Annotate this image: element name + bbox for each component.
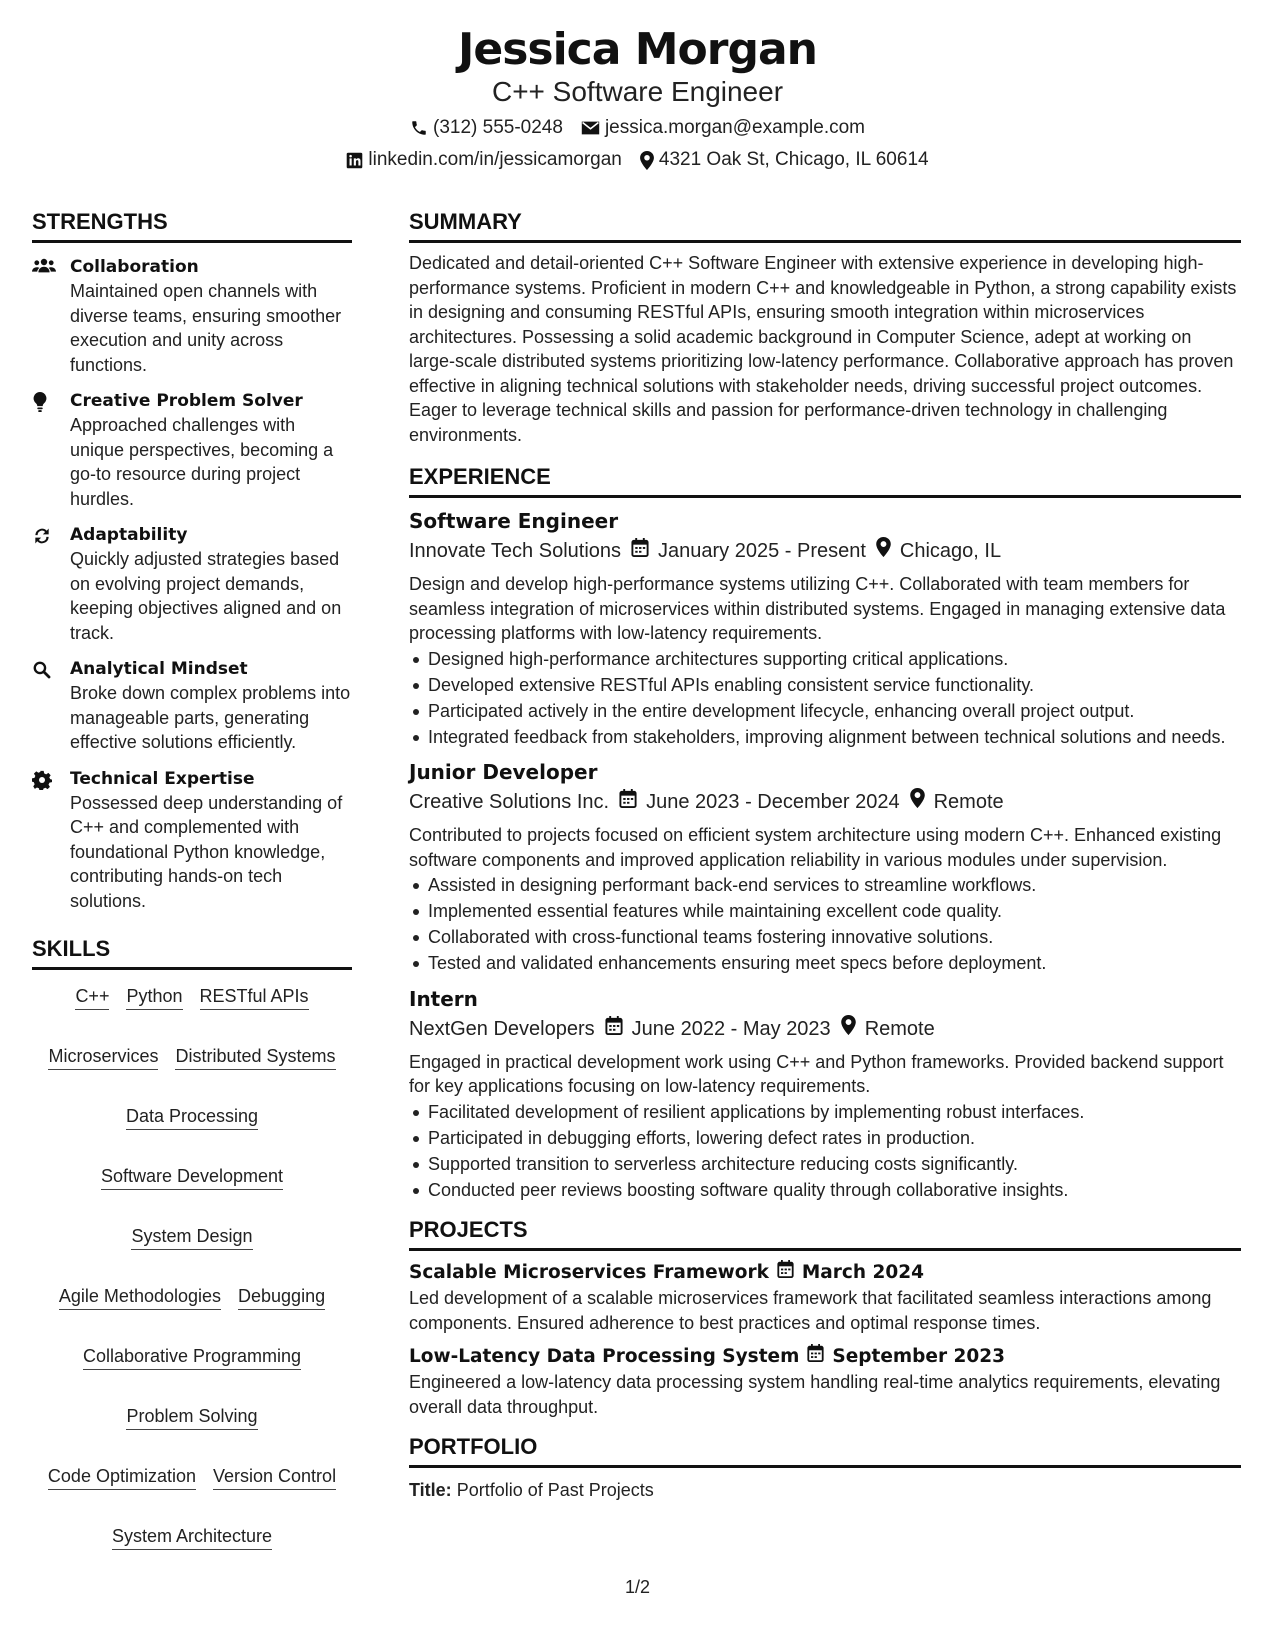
job-dates: June 2023 - December 2024	[646, 791, 900, 813]
job-entry	[409, 986, 1241, 1203]
skills-heading: SKILLS	[32, 935, 352, 970]
job-entry	[409, 508, 1241, 749]
job-title: Software Engineer	[409, 509, 619, 533]
linkedin-text: linkedin.com/in/jessicamorgan	[368, 149, 622, 170]
contact-row-1	[0, 116, 1275, 140]
skill-tag: Debugging	[238, 1284, 325, 1310]
project-description: Led development of a scalable microservices framework that facilitated seamless interactions among components. Ensured adherence to best practices and optimal response times.	[409, 1288, 1212, 1333]
job-description: Contributed to projects focused on efficient system architecture using modern C++. Enhanced existing software components and improved application reliability in various modules under supervision.	[409, 825, 1222, 870]
envelope-icon	[581, 120, 600, 136]
contact-row-2	[0, 148, 1275, 172]
job-title: Intern	[409, 986, 478, 1011]
skill-tag: Software Development	[101, 1164, 283, 1190]
skills-list	[32, 984, 352, 1550]
calendar-icon	[777, 1260, 794, 1286]
right-column	[409, 208, 1241, 1502]
bullet-item: Developed extensive RESTful APIs enabling consistent service functionality.	[409, 673, 1241, 698]
bullet-item: Integrated feedback from stakeholders, improving alignment between technical solutions and needs.	[409, 725, 1241, 750]
strength-item	[32, 389, 352, 511]
portfolio-value: Portfolio of Past Projects	[456, 1480, 654, 1500]
job-bullets	[409, 1100, 1241, 1203]
project-name: Scalable Microservices Framework	[409, 1262, 769, 1283]
strength-item	[32, 657, 352, 755]
resume-header	[0, 22, 1275, 172]
strengths-heading: STRENGTHS	[32, 208, 352, 243]
strength-desc: Maintained open channels with diverse teams, ensuring smoother execution and unity across functions.	[70, 281, 342, 375]
lightbulb-icon	[32, 389, 70, 511]
strength-desc: Quickly adjusted strategies based on evolving project demands, keeping objectives aligned and on track.	[70, 549, 342, 643]
candidate-role: C++ Software Engineer	[491, 76, 784, 107]
company-name: Innovate Tech Solutions	[409, 540, 622, 562]
job-description: Engaged in practical development work using C++ and Python frameworks. Provided backend support for key applications focusing on low-latency requirements.	[409, 1051, 1224, 1096]
linkedin-icon	[346, 152, 363, 169]
company-name: Creative Solutions Inc.	[409, 791, 610, 813]
job-location: Chicago, IL	[899, 540, 1002, 562]
linkedin-contact	[346, 148, 621, 172]
strength-desc: Possessed deep understanding of C++ and complemented with foundational Python knowledge, contributing hands-on tech solutions.	[70, 792, 343, 911]
project-head	[409, 1260, 1241, 1286]
portfolio-line	[409, 1478, 1241, 1502]
phone-contact	[410, 116, 563, 140]
skill-tag: RESTful APIs	[200, 984, 309, 1010]
project-entry	[409, 1260, 1241, 1335]
job-bullets	[409, 873, 1241, 976]
sync-icon	[32, 523, 70, 645]
skill-tag: Python	[126, 984, 182, 1010]
job-location: Remote	[933, 791, 1004, 813]
portfolio-heading: PORTFOLIO	[409, 1433, 1241, 1468]
bullet-item: Participated actively in the entire development lifecycle, enhancing overall project output.	[409, 699, 1241, 724]
strength-item	[32, 523, 352, 645]
project-description: Engineered a low-latency data processing system handling real-time analytics requirements, elevating overall data throughput.	[409, 1372, 1221, 1417]
skill-tag: Data Processing	[126, 1104, 258, 1130]
map-pin-icon	[876, 536, 891, 566]
project-date: March 2024	[801, 1262, 924, 1283]
job-dates: January 2025 - Present	[658, 540, 866, 562]
company-name: NextGen Developers	[409, 1017, 595, 1040]
candidate-name: Jessica Morgan	[458, 24, 817, 75]
calendar-icon	[631, 536, 649, 566]
gear-icon	[32, 767, 70, 914]
job-dates: June 2022 - May 2023	[631, 1017, 831, 1040]
skill-tag: System Design	[131, 1224, 252, 1250]
project-head	[409, 1344, 1241, 1370]
strength-item	[32, 255, 352, 377]
project-date: September 2023	[832, 1346, 1005, 1367]
calendar-icon	[619, 787, 637, 817]
summary-text: Dedicated and detail-oriented C++ Software Engineer with extensive experience in developing high-performance systems. Proficient in modern C++ and knowledgeable in Python, a strong capability exists in designing and consuming RESTful APIs, ensuring smooth integration within microservices architectures. Possessing a solid academic background in Computer Science, adept at working on large-scale distributed systems prioritizing low-latency performance. Collaborative approach has proven effective in aligning technical solutions with stakeholder needs, driving successful project outcomes. Eager to leverage technical skills and passion for performance-driven technology in challenging environments.	[409, 253, 1237, 445]
bullet-item: Participated in debugging efforts, lowering defect rates in production.	[409, 1126, 1241, 1151]
page-number: 1/2	[624, 1577, 651, 1597]
bullet-item: Supported transition to serverless architecture reducing costs significantly.	[409, 1152, 1241, 1177]
search-icon	[32, 657, 70, 755]
strength-title: Creative Problem Solver	[70, 391, 303, 411]
projects-heading: PROJECTS	[409, 1216, 1241, 1251]
calendar-icon	[605, 1014, 623, 1044]
address-text: 4321 Oak St, Chicago, IL 60614	[658, 149, 929, 170]
strength-title: Adaptability	[70, 525, 188, 545]
phone-icon	[410, 119, 428, 137]
job-location: Remote	[864, 1017, 935, 1040]
strength-desc: Approached challenges with unique perspectives, becoming a go-to resource during project hurdles.	[70, 415, 334, 509]
experience-heading: EXPERIENCE	[409, 463, 1241, 498]
bullet-item: Tested and validated enhancements ensuring meet specs before deployment.	[409, 951, 1241, 976]
job-bullets	[409, 647, 1241, 750]
skill-tag: Distributed Systems	[175, 1044, 335, 1070]
phone-text: (312) 555-0248	[433, 117, 563, 138]
skill-tag: C++	[75, 984, 109, 1010]
job-meta	[409, 1014, 1241, 1044]
strength-item	[32, 767, 352, 914]
skill-tag: Code Optimization	[48, 1464, 196, 1490]
strength-desc: Broke down complex problems into manageable parts, generating effective solutions efficiently.	[70, 683, 351, 752]
bullet-item: Assisted in designing performant back-end services to streamline workflows.	[409, 873, 1241, 898]
job-description: Design and develop high-performance systems utilizing C++. Collaborated with team members for seamless integration of microservices within distributed systems. Engaged in managing extensive data processing platforms with low-latency requirements.	[409, 574, 1226, 643]
bullet-item: Designed high-performance architectures supporting critical applications.	[409, 647, 1241, 672]
map-pin-icon	[841, 1014, 856, 1044]
email-contact	[581, 116, 865, 140]
strength-title: Analytical Mindset	[70, 659, 248, 679]
email-text: jessica.morgan@example.com	[604, 117, 865, 138]
bullet-item: Facilitated development of resilient applications by implementing robust interfaces.	[409, 1100, 1241, 1125]
bullet-item: Collaborated with cross-functional teams fostering innovative solutions.	[409, 925, 1241, 950]
skill-tag: Microservices	[48, 1044, 158, 1070]
left-column	[32, 208, 352, 1550]
skill-tag: Problem Solving	[126, 1404, 257, 1430]
bullet-item: Implemented essential features while maintaining excellent code quality.	[409, 899, 1241, 924]
job-meta	[409, 787, 1241, 817]
project-entry	[409, 1344, 1241, 1419]
skill-tag: System Architecture	[112, 1524, 272, 1550]
job-meta	[409, 536, 1241, 566]
job-entry	[409, 759, 1241, 976]
summary-heading: SUMMARY	[409, 208, 1241, 243]
calendar-icon	[807, 1344, 824, 1370]
strength-title: Technical Expertise	[70, 768, 255, 789]
skill-tag: Version Control	[213, 1464, 336, 1490]
users-icon	[32, 255, 70, 377]
map-pin-icon	[910, 787, 925, 817]
strength-title: Collaboration	[70, 257, 199, 277]
skill-tag: Collaborative Programming	[83, 1344, 301, 1370]
job-title: Junior Developer	[409, 760, 598, 784]
address-contact	[640, 148, 929, 172]
map-pin-icon	[640, 151, 654, 170]
skill-tag: Agile Methodologies	[59, 1284, 221, 1310]
bullet-item: Conducted peer reviews boosting software quality through collaborative insights.	[409, 1178, 1241, 1203]
portfolio-label: Title:	[409, 1480, 452, 1500]
project-name: Low-Latency Data Processing System	[409, 1346, 800, 1367]
